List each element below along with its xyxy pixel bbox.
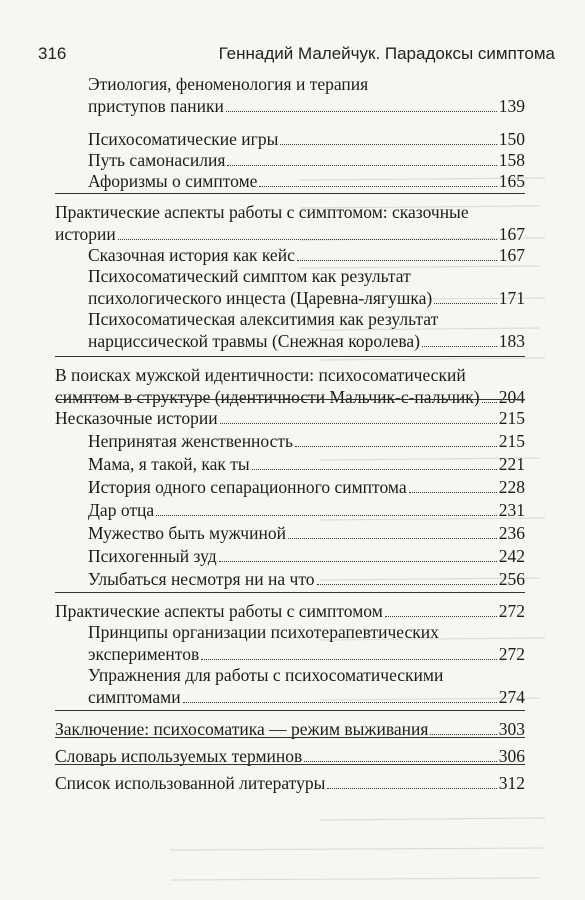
toc-page-number: 306 <box>498 746 525 766</box>
toc-entry-title-line: симптом в структуре (идентичности Мальчик-с-пальчик) <box>55 387 480 407</box>
toc-page-number: 204 <box>498 387 525 407</box>
dot-leader <box>183 702 497 703</box>
toc-entry <box>55 772 525 794</box>
section-divider <box>55 764 525 765</box>
section-divider <box>55 710 525 711</box>
toc-page-number: 150 <box>498 129 525 149</box>
toc-entry-title-line: Практические аспекты работы с симптомом <box>55 601 383 621</box>
dot-leader <box>304 761 496 762</box>
dot-leader <box>227 165 496 166</box>
toc-entry <box>88 308 525 352</box>
toc-entry-title-line: психологического инцеста (Царевна-лягушка) <box>88 288 433 308</box>
toc-entry-title-line: Этиология, феноменология и терапия <box>88 74 369 94</box>
dot-leader <box>280 144 496 145</box>
toc-page-number: 231 <box>498 500 525 520</box>
toc-entry-title-line: Сказочная история как кейс <box>88 245 295 265</box>
dot-leader <box>156 515 497 516</box>
toc-entry-title-line: Словарь используемых терминов <box>55 746 303 766</box>
toc-entry <box>88 545 525 567</box>
dot-leader <box>482 402 497 403</box>
dot-leader <box>118 239 497 240</box>
toc-entry <box>88 499 525 521</box>
toc-entry-title-line: Улыбаться несмотря ни на что <box>88 569 315 589</box>
toc-entry <box>88 664 525 708</box>
toc-entry-title-line: Практические аспекты работы с симптомом: сказочные <box>55 202 469 222</box>
toc-page-number: 312 <box>498 773 525 793</box>
dot-leader <box>409 492 497 493</box>
toc-page-number: 272 <box>498 601 525 621</box>
toc-entry <box>88 73 525 117</box>
section-divider <box>55 737 525 738</box>
dot-leader <box>317 584 497 585</box>
toc-entry <box>88 621 525 665</box>
dot-leader <box>219 561 497 562</box>
toc-entry <box>88 244 525 266</box>
toc-entry-title-line: Афоризмы о симптоме <box>88 171 258 191</box>
dot-leader <box>327 788 496 789</box>
toc-page-number: 242 <box>498 546 525 566</box>
toc-page-number: 221 <box>498 454 525 474</box>
toc-page-number: 167 <box>498 245 525 265</box>
dot-leader <box>295 446 497 447</box>
toc-entry-title-line: В поисках мужской идентичности: психосоматический <box>55 365 466 385</box>
toc-entry-title-line: Мужество быть мужчиной <box>88 523 286 543</box>
dot-leader <box>385 616 497 617</box>
toc-entry-title-line: Несказочные истории <box>55 408 218 428</box>
toc-entry-title-line: Принципы организации психотерапевтических <box>88 622 439 642</box>
toc-entry-title-line: приступов паники <box>88 96 224 116</box>
toc-entry <box>88 430 525 452</box>
toc-entry <box>88 568 525 590</box>
toc-page-number: 228 <box>498 477 525 497</box>
section-divider <box>55 193 525 194</box>
dot-leader <box>430 734 496 735</box>
toc-page-number: 215 <box>498 408 525 428</box>
toc-entry-title-line: Список использованной литературы <box>55 773 326 793</box>
section-divider <box>55 592 525 593</box>
toc-entry-title-line: Психосоматические игры <box>88 129 279 149</box>
toc-entry-title-line: экспериментов <box>88 644 200 664</box>
toc-page-number: 165 <box>498 171 525 191</box>
toc-page-number: 139 <box>498 96 525 116</box>
dot-leader <box>220 423 497 424</box>
toc-entry <box>88 476 525 498</box>
toc-entry-title-line: Путь самонасилия <box>88 150 226 170</box>
toc-page-number: 158 <box>498 150 525 170</box>
toc-page-number: 303 <box>498 719 525 739</box>
toc-entry <box>55 364 525 408</box>
dot-leader <box>226 111 497 112</box>
toc-page-number: 167 <box>498 224 525 244</box>
toc-entry-title-line: истории <box>55 224 116 244</box>
toc-page-number: 272 <box>498 644 525 664</box>
toc-entry <box>55 407 525 429</box>
toc-entry-title-line: симптомами <box>88 687 181 707</box>
toc-page-number: 236 <box>498 523 525 543</box>
toc-entry-title-line: Психосоматическая алекситимия как результат <box>88 309 439 329</box>
toc-entry <box>55 600 525 622</box>
toc-entry <box>88 522 525 544</box>
toc-entry-title-line: Непринятая женственность <box>88 431 294 451</box>
toc-entry-title-line: Дар отца <box>88 500 155 520</box>
section-divider <box>55 356 525 357</box>
running-title: Геннадий Малейчук. Парадоксы симптома <box>218 44 555 63</box>
toc-entry-title-line: Заключение: психосоматика — режим выживания <box>55 719 429 739</box>
toc-entry-title-line: Мама, я такой, как ты <box>88 454 250 474</box>
toc-page-number: 171 <box>498 288 525 308</box>
toc-entry-title-line: нарциссической травмы (Снежная королева) <box>88 331 420 351</box>
toc-page-number: 256 <box>498 569 525 589</box>
dot-leader <box>288 538 497 539</box>
section-divider <box>55 399 525 400</box>
toc-entry <box>88 453 525 475</box>
dot-leader <box>297 260 497 261</box>
toc-page-number: 183 <box>498 331 525 351</box>
dot-leader <box>252 469 497 470</box>
toc-entry-title-line: Упражнения для работы с психосоматическими <box>88 665 444 685</box>
toc-entry <box>88 128 525 150</box>
toc-entry-title-line: История одного сепарационного симптома <box>88 477 407 497</box>
toc-entry <box>88 170 525 192</box>
toc-entry-title-line: Психосоматический симптом как результат <box>88 266 411 286</box>
dot-leader <box>259 186 496 187</box>
dot-leader <box>201 659 497 660</box>
toc-entry <box>55 201 525 245</box>
toc-entry <box>88 149 525 171</box>
dot-leader <box>434 303 497 304</box>
toc-entry <box>88 265 525 309</box>
page-number: 316 <box>38 44 67 63</box>
toc-page-number: 274 <box>498 687 525 707</box>
toc-entry-title-line: Психогенный зуд <box>88 546 217 566</box>
dot-leader <box>422 346 497 347</box>
toc-page-number: 215 <box>498 431 525 451</box>
